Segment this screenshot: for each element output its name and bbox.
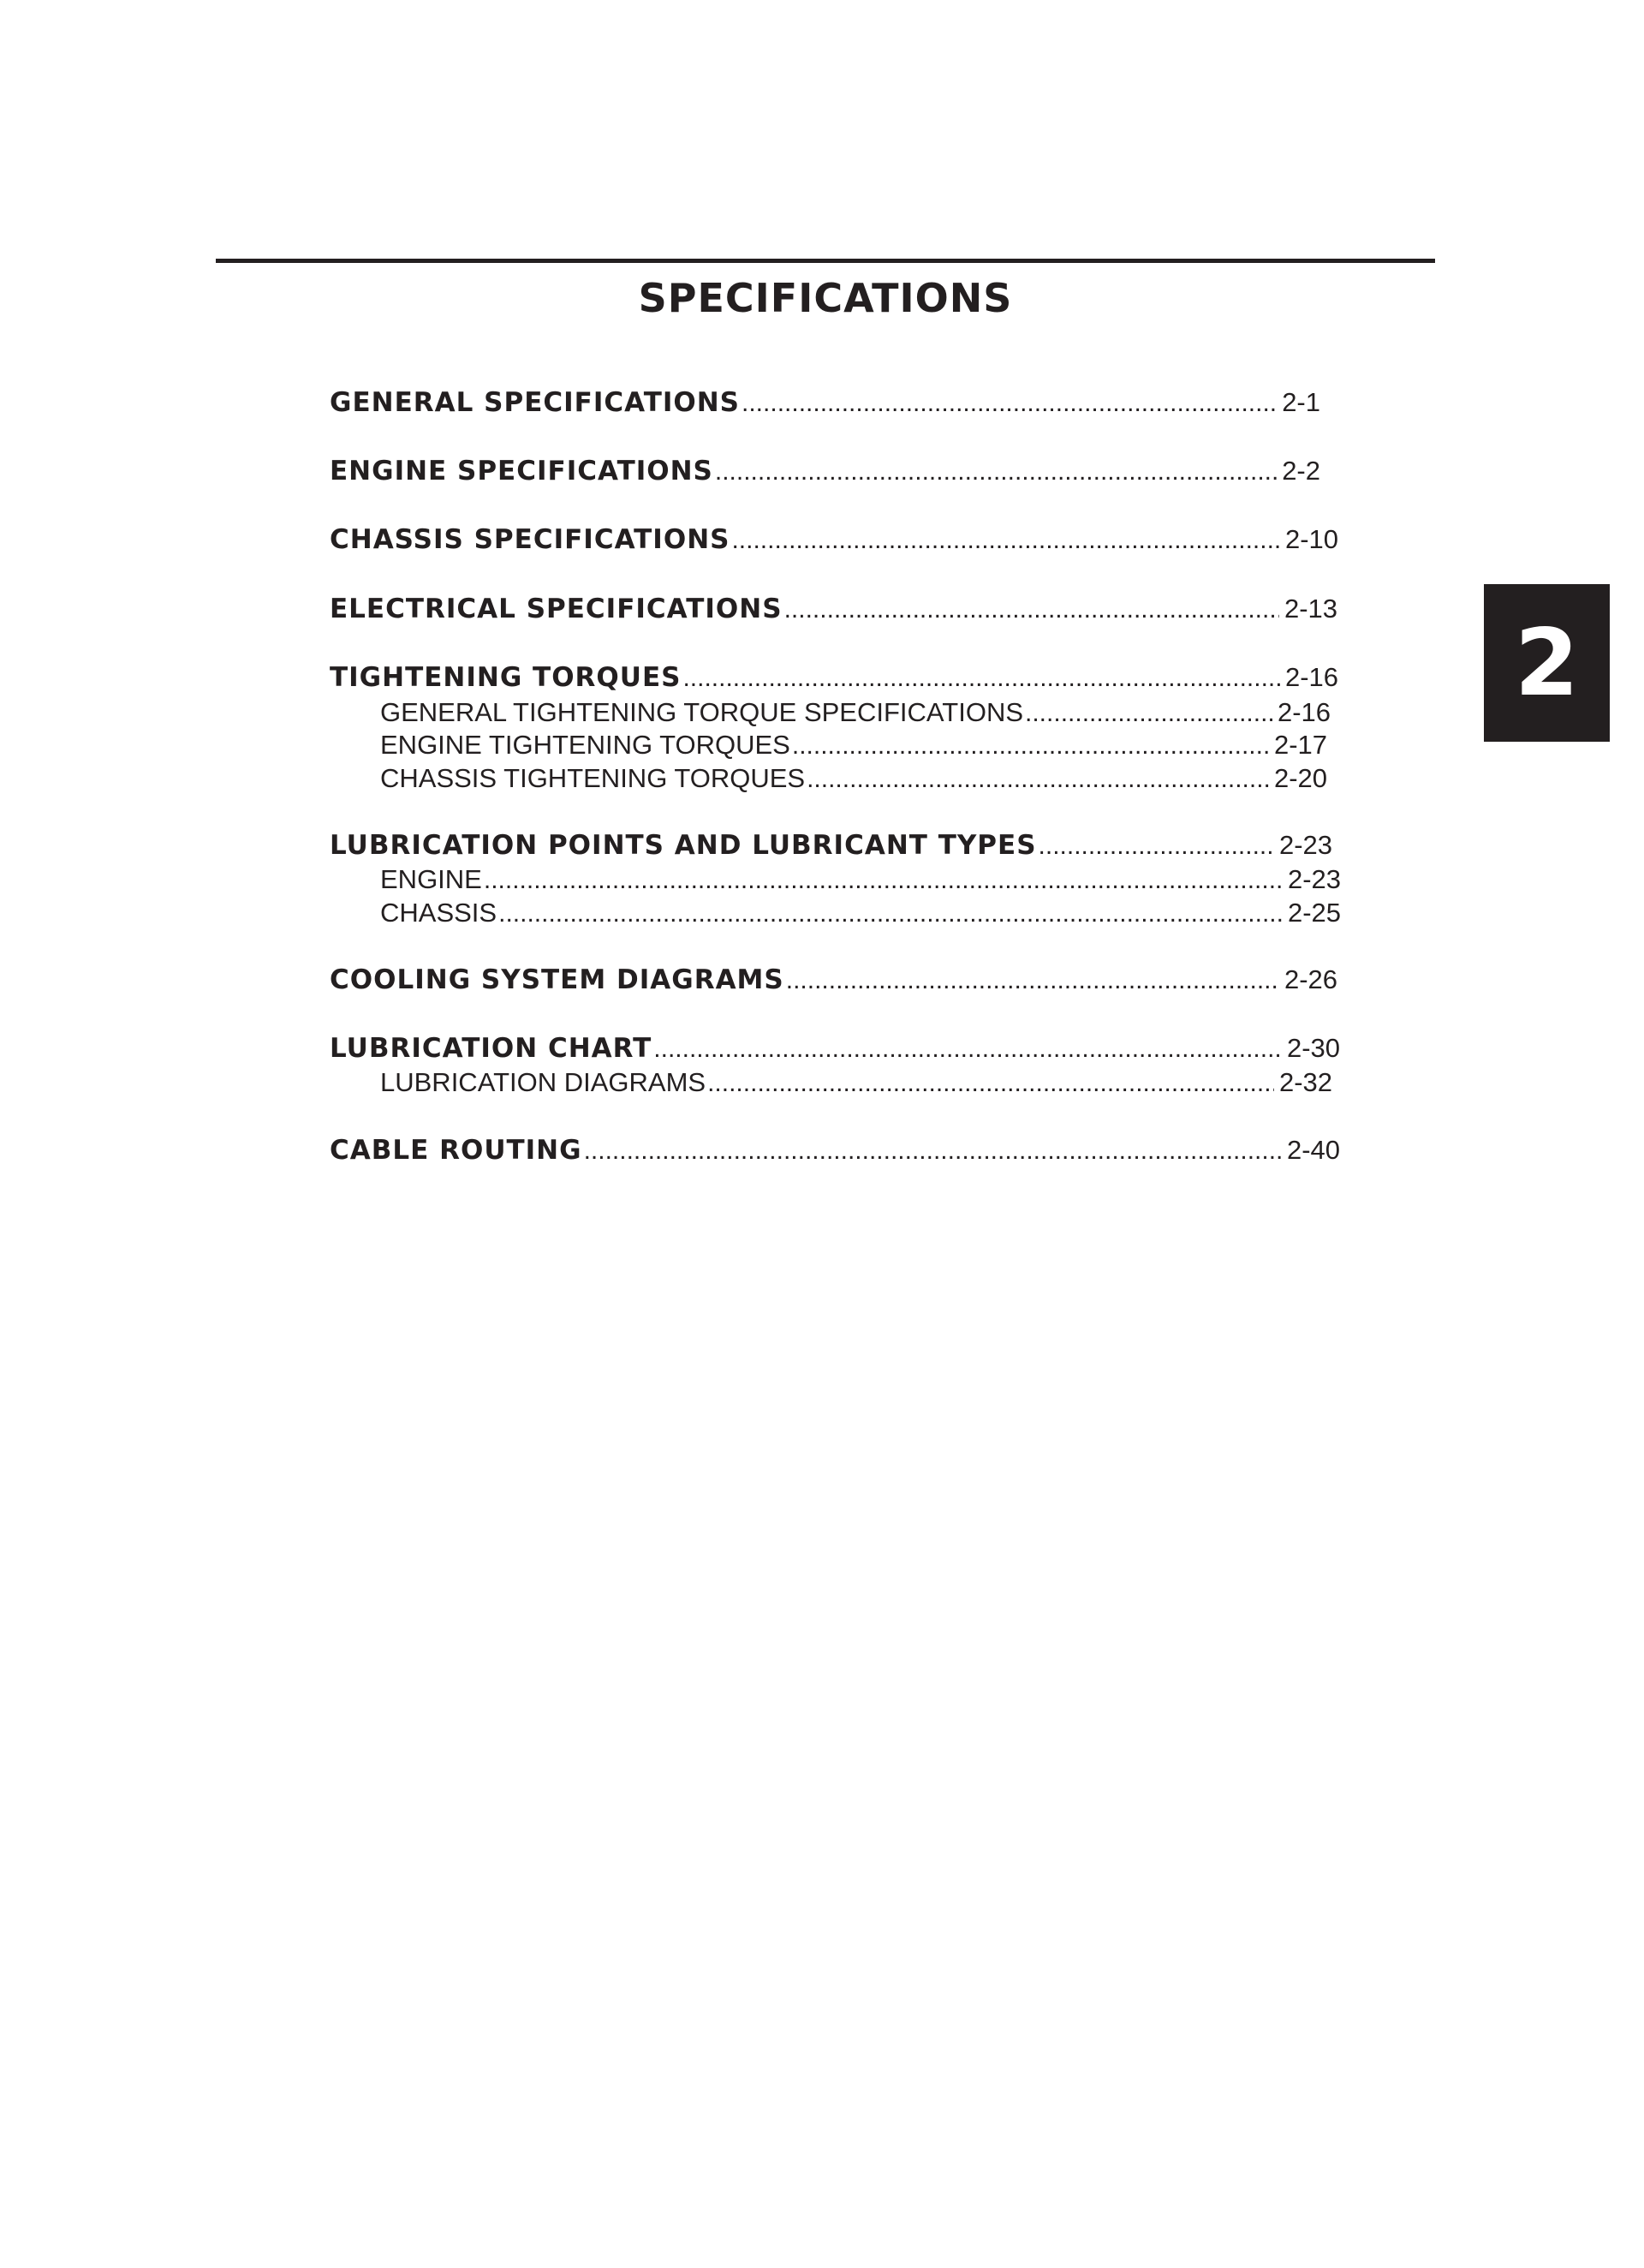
dot-leader [1025,697,1272,730]
toc-entry-label: CABLE ROUTING [330,1135,582,1166]
chapter-number: 2 [1514,609,1580,717]
toc-entry-chassis-specifications[interactable] [330,522,1338,558]
toc-subentry-chassis[interactable] [380,897,1341,930]
dot-leader [682,661,1280,695]
toc-entry-page: 2-10 [1284,524,1338,554]
toc-entry-label: LUBRICATION CHART [330,1033,652,1064]
toc-entry-page: 2-26 [1284,964,1337,994]
toc-entry-page: 2-30 [1286,1033,1340,1063]
dot-leader [584,1134,1282,1168]
toc-entry-label: ENGINE TIGHTENING TORQUES [380,730,790,760]
toc-entry-label: LUBRICATION POINTS AND LUBRICANT TYPES [330,830,1037,861]
page-title: SPECIFICATIONS [638,275,1013,321]
toc-entry-electrical-specifications[interactable] [330,592,1337,627]
toc-entry-label: CHASSIS TIGHTENING TORQUES [380,763,806,793]
toc-entry-engine-specifications[interactable] [330,454,1320,489]
toc-entry-page: 2-40 [1286,1135,1340,1165]
toc-entry-page: 2-2 [1282,456,1320,486]
toc-entry-page: 2-32 [1278,1067,1332,1097]
toc-entry-label: GENERAL SPECIFICATIONS [330,387,741,418]
toc-subentry-chassis-tightening-torques[interactable] [380,762,1327,796]
dot-leader [731,523,1279,558]
dot-leader [498,898,1283,930]
chapter-tab [1484,584,1610,742]
dot-leader [784,593,1279,627]
dot-leader [1039,829,1274,863]
toc-entry-page: 2-20 [1273,763,1327,793]
dot-leader [807,763,1269,796]
toc-entry-label: LUBRICATION DIAGRAMS [380,1067,706,1097]
toc-subentry-lubrication-diagrams[interactable] [380,1066,1332,1100]
toc-entry-cooling-system-diagrams[interactable] [330,963,1337,998]
toc-entry-lubrication-chart[interactable] [330,1031,1340,1066]
dot-leader [653,1032,1282,1066]
toc-entry-label: GENERAL TIGHTENING TORQUE SPECIFICATIONS [380,697,1024,727]
toc-entry-page: 2-17 [1273,730,1327,760]
toc-subentry-general-tightening-torque-specifications[interactable] [380,696,1331,730]
toc-entry-label: ENGINE SPECIFICATIONS [330,456,713,486]
toc-entry-label: CHASSIS SPECIFICATIONS [330,524,730,555]
toc-entry-label: TIGHTENING TORQUES [330,662,682,693]
toc-entry-page: 2-25 [1287,898,1341,928]
toc-entry-label: COOLING SYSTEM DIAGRAMS [330,964,784,995]
toc-entry-page: 2-13 [1284,594,1337,624]
dot-leader [786,964,1279,998]
toc-entry-page: 2-16 [1277,697,1331,727]
dot-leader [742,386,1277,421]
toc-subentry-engine-tightening-torques[interactable] [380,729,1327,762]
dot-leader [792,730,1269,762]
dot-leader [484,864,1283,897]
toc-entry-lubrication-points-and-lubricant-types[interactable] [330,828,1332,863]
table-of-contents [330,0,1357,2268]
toc-entry-page: 2-1 [1282,387,1320,417]
toc-subentry-engine[interactable] [380,863,1341,897]
toc-entry-label: ENGINE [380,864,482,894]
toc-entry-page: 2-16 [1284,662,1338,692]
dot-leader [707,1067,1274,1100]
toc-entry-page: 2-23 [1278,830,1332,860]
toc-entry-cable-routing[interactable] [330,1133,1340,1168]
toc-entry-general-specifications[interactable] [330,385,1320,421]
toc-entry-label: ELECTRICAL SPECIFICATIONS [330,594,783,624]
toc-entry-page: 2-23 [1287,864,1341,894]
toc-entry-tightening-torques[interactable] [330,660,1338,695]
dot-leader [715,455,1277,489]
toc-entry-label: CHASSIS [380,898,497,928]
